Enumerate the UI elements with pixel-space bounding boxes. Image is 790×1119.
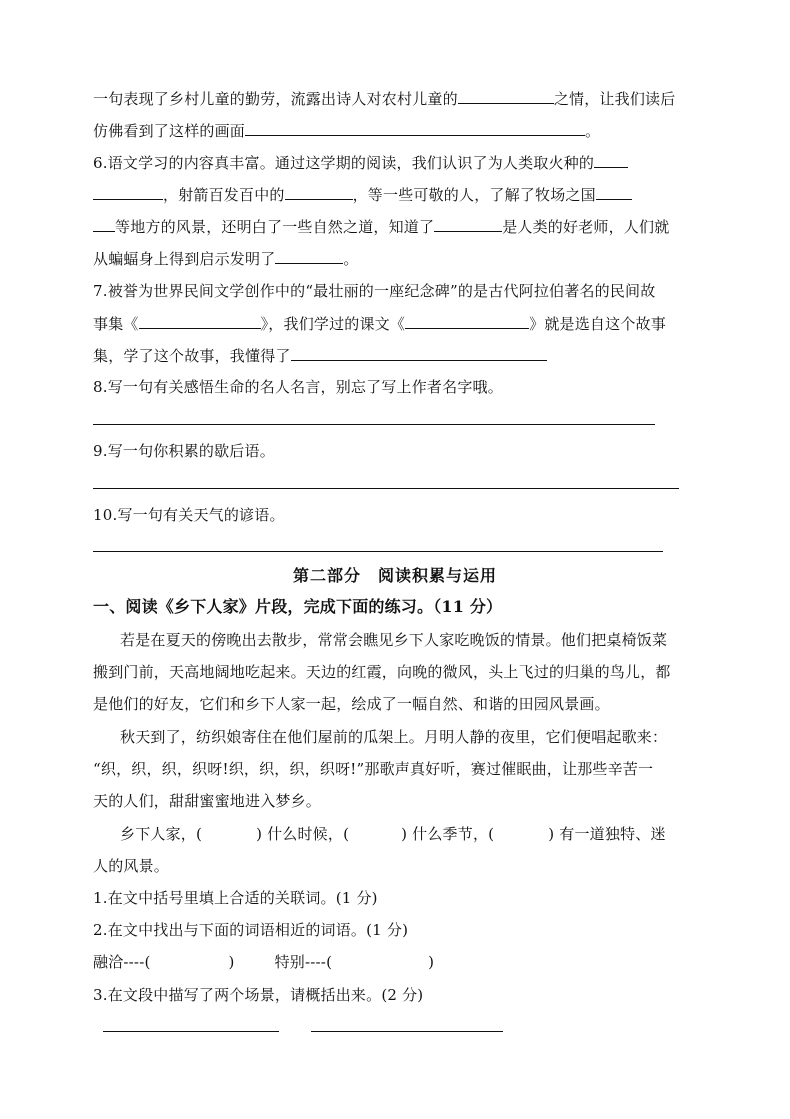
word-rongqia-label: 融洽----( — [93, 953, 151, 971]
word-tebie-label: 特别----( — [274, 953, 333, 971]
q7-text-2a: 事集《 — [93, 315, 139, 333]
passage-p2-line-1: 秋天到了，纺织娘寄住在他们屋前的瓜架上。月明人静的夜里，它们便唱起歌来： — [120, 728, 668, 746]
q7-text-2b: 》，我们学过的课文《 — [260, 315, 406, 333]
q7-line-1 — [93, 281, 655, 303]
q6-blank-fire-a[interactable] — [594, 152, 628, 168]
q5-text-d: 。 — [585, 122, 601, 140]
q8-answer-line[interactable] — [93, 424, 655, 425]
q6-blank-invention[interactable] — [275, 248, 343, 264]
q6-blank-pasture-b[interactable] — [93, 216, 115, 232]
passage-p1-line-2: 搬到门前，天高地阔地吃起来。天边的红霞，向晚的微风，头上飞过的归巢的鸟儿，都 — [93, 663, 671, 681]
q6-text-4b: 。 — [343, 250, 359, 268]
q7-line-3 — [93, 345, 547, 367]
q6-blank-archer[interactable] — [285, 184, 353, 200]
passage-p3-line-2: 人的风景。 — [93, 857, 170, 875]
q9-answer-line[interactable] — [93, 488, 679, 489]
q5-blank-scene[interactable] — [245, 120, 585, 136]
q5-line-1 — [93, 88, 675, 110]
word-tebie-close: ) — [428, 953, 435, 971]
q6-text-4: 从蝙蝠身上得到启示发明了 — [93, 250, 276, 268]
scene-2-answer-line[interactable] — [311, 1031, 503, 1032]
q6-line-3 — [93, 216, 669, 238]
passage-p1-line-3: 是他们的好友，它们和乡下人家一起，绘成了一幅自然、和谐的田园风景画。 — [93, 695, 610, 713]
q8-prompt: 8.写一句有关感悟生命的名人名言，别忘了写上作者名字哦。 — [93, 378, 503, 396]
q5-blank-feeling[interactable] — [458, 88, 554, 104]
scene-1-answer-line[interactable] — [103, 1031, 279, 1032]
q6-line-2 — [93, 184, 632, 206]
q5-text-b: 之情，让我们读后 — [553, 90, 676, 108]
q6-text-2: ，射箭百发百中的 — [163, 186, 285, 204]
q6-text-3b: 是人类的好老师，人们就 — [502, 218, 670, 236]
q7-line-2 — [93, 313, 666, 335]
q6-text-3: 等地方的风景，还明白了一些自然之道，知道了 — [115, 218, 435, 236]
passage-p3-line-1 — [120, 824, 666, 846]
q6-text-2b: ，等一些可敬的人，了解了牧场之国 — [352, 186, 596, 204]
q5-line-2 — [93, 120, 600, 142]
word-rongqia-close: ) — [228, 953, 235, 971]
passage-p2-line-3: 天的人们，甜甜蜜蜜地进入梦乡。 — [93, 792, 322, 810]
passage-p3-text-d: ) 有一道独特、迷 — [548, 825, 666, 843]
exercise-3: 3.在文段中描写了两个场景，请概括出来。(2 分) — [93, 986, 424, 1004]
q10-answer-line[interactable] — [93, 551, 663, 552]
q7-blank-lesson-learned[interactable] — [291, 345, 547, 361]
q6-blank-fire-b[interactable] — [93, 184, 163, 200]
q7-blank-lesson[interactable] — [405, 313, 529, 329]
exercise-2: 2.在文中找出与下面的词语相近的词语。(1 分) — [93, 921, 409, 939]
exercise-1: 1.在文中括号里填上合适的关联词。(1 分) — [93, 889, 378, 907]
q6-text-1: 6.语文学习的内容真丰富。通过这学期的阅读，我们认识了为人类取火种的 — [93, 154, 595, 172]
exercise-2-answers — [93, 952, 434, 974]
passage-p3-text-b: ) 什么时候，( — [256, 825, 350, 843]
q5-text-a: 一句表现了乡村儿童的勤劳，流露出诗人对农村儿童的 — [93, 90, 458, 108]
q7-text-3: 集，学了这个故事，我懂得了 — [93, 347, 291, 365]
q5-text-c: 仿佛看到了这样的画面 — [93, 122, 246, 140]
q6-line-4 — [93, 248, 359, 270]
passage-p3-text-c: ) 什么季节，( — [401, 825, 495, 843]
part2-title: 第二部分 阅读积累与运用 — [292, 566, 497, 585]
section1-title: 一、阅读《乡下人家》片段，完成下面的练习。（11 分） — [93, 597, 503, 616]
q6-blank-pasture-a[interactable] — [596, 184, 632, 200]
q9-prompt: 9.写一句你积累的歇后语。 — [93, 442, 275, 460]
q6-blank-teacher[interactable] — [434, 216, 502, 232]
q7-text-2c: 》就是选自这个故事 — [529, 315, 666, 333]
passage-p1-line-1: 若是在夏天的傍晚出去散步，常常会瞧见乡下人家吃晚饭的情景。他们把桌椅饭菜 — [120, 631, 668, 649]
passage-p2-line-2: “织，织，织，织呀!织，织，织，织呀!”那歌声真好听，赛过催眠曲，让那些辛苦一 — [93, 760, 654, 778]
q7-text-1: 7.被誉为世界民间文学创作中的“最壮丽的一座纪念碑”的是古代阿拉伯著名的民间故 — [93, 282, 656, 300]
passage-p3-text-a: 乡下人家，( — [120, 825, 203, 843]
q10-prompt: 10.写一句有关天气的谚语。 — [93, 506, 285, 524]
q7-blank-collection[interactable] — [139, 313, 261, 329]
q6-line-1 — [93, 152, 628, 174]
